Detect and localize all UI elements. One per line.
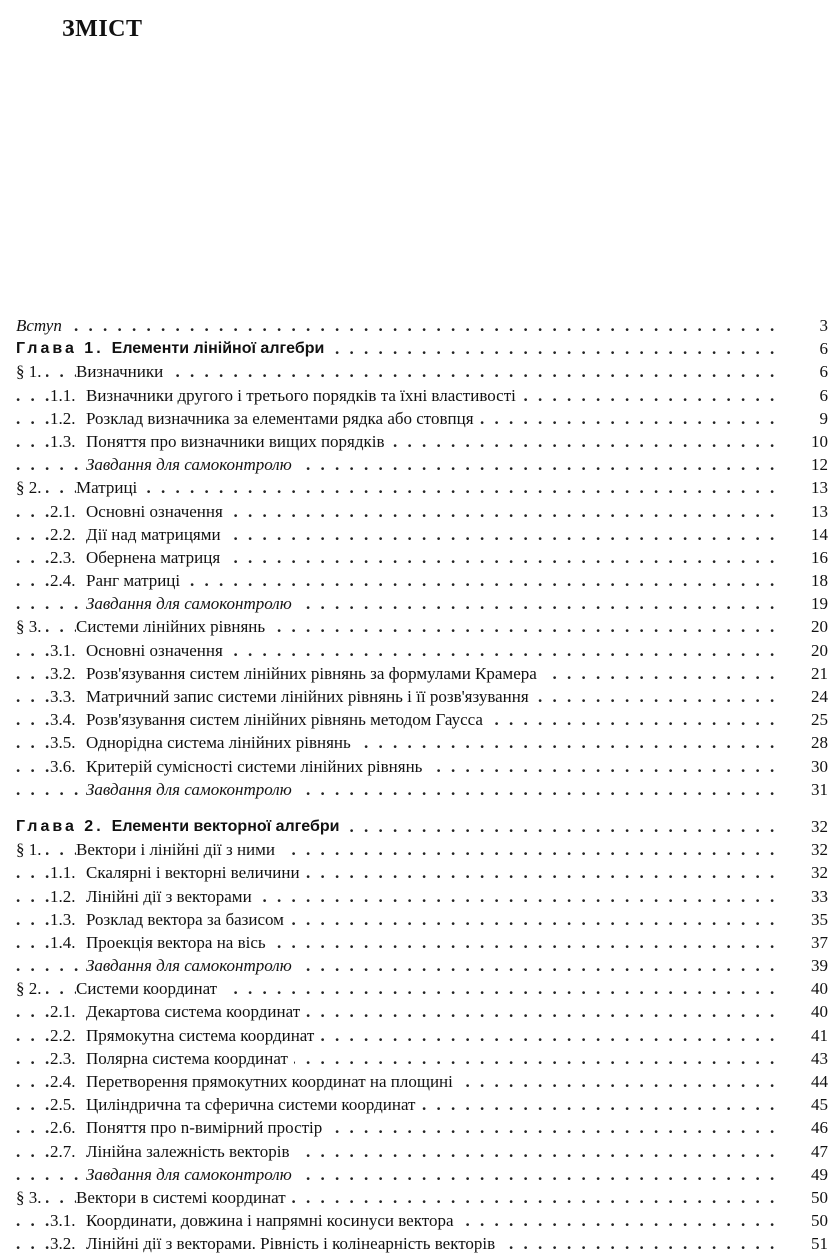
toc-entry-number: 3.3.	[50, 685, 80, 708]
toc-entry	[16, 1116, 828, 1139]
toc-entry-number: § 3.	[16, 1186, 46, 1209]
toc-entry-page: 3	[782, 314, 828, 337]
toc-entry-page: 45	[782, 1093, 828, 1116]
toc-entry	[16, 1186, 828, 1209]
toc-entry-number: 2.7.	[50, 1140, 80, 1163]
toc-entry	[16, 908, 828, 931]
toc-entry-title: Лінійні дії з векторами	[86, 885, 258, 908]
toc-entry-number: 2.6.	[50, 1116, 80, 1139]
toc-entry	[16, 755, 828, 778]
toc-entry-number: § 1.	[16, 360, 46, 383]
toc-entry-title: Координати, довжина і напрямні косинуси вектора	[86, 1209, 460, 1232]
toc-entry	[16, 569, 828, 592]
toc-entry-page: 51	[782, 1232, 828, 1255]
toc-entry	[16, 708, 828, 731]
toc-entry-number: 2.2.	[50, 1024, 80, 1047]
toc-entry-page: 13	[782, 476, 828, 499]
toc-entry-title: Матриці	[76, 476, 143, 499]
toc-entry	[16, 592, 828, 615]
toc-entry-page: 40	[782, 1000, 828, 1023]
toc-entry-page: 30	[782, 755, 828, 778]
toc-entry-title: Перетворення прямокутних координат на площині	[86, 1070, 459, 1093]
toc-entry	[16, 1024, 828, 1047]
toc-entry-title: Циліндрична та сферична системи координат	[86, 1093, 421, 1116]
toc-entry	[16, 337, 828, 360]
toc-entry	[16, 1093, 828, 1116]
toc-entry-title: Вектори в системі координат	[76, 1186, 292, 1209]
toc-entry-title: Лінійна залежність векторів	[86, 1140, 296, 1163]
toc-entry-number: 2.3.	[50, 1047, 80, 1070]
toc-entry-page: 32	[782, 838, 828, 861]
toc-entry	[16, 815, 828, 838]
toc-entry-page: 9	[782, 407, 828, 430]
toc-entry-page: 47	[782, 1140, 828, 1163]
toc-entry-number: 1.2.	[50, 885, 80, 908]
toc-entry-page: 33	[782, 885, 828, 908]
toc-entry-title: Ранг матриці	[86, 569, 186, 592]
toc-entry-number: 1.3.	[50, 908, 80, 931]
toc-entry-title: Завдання для самоконтролю	[86, 592, 298, 615]
toc-entry-number: § 2.	[16, 977, 46, 1000]
toc-entry-title: Елементи лінійної алгебри	[112, 337, 331, 360]
toc-entry-title: Поняття про визначники вищих порядків	[86, 430, 391, 453]
toc-entry-title: Визначники	[76, 360, 169, 383]
toc-entry-title: Основні означення	[86, 500, 229, 523]
toc-entry-page: 6	[782, 360, 828, 383]
toc-entry-page: 21	[782, 662, 828, 685]
toc-entry-title: Поняття про n-вимірний простір	[86, 1116, 328, 1139]
toc-entry	[16, 523, 828, 546]
toc-entry-number: 1.4.	[50, 931, 80, 954]
toc-entry	[16, 384, 828, 407]
toc-entry-number: 3.2.	[50, 662, 80, 685]
toc-entry-title: Елементи векторної алгебри	[112, 815, 346, 838]
toc-entry-title: Основні означення	[86, 639, 229, 662]
toc-entry-title: Скалярні і векторні величини	[86, 861, 306, 884]
toc-entry-number: 3.6.	[50, 755, 80, 778]
toc-entry	[16, 615, 828, 638]
toc-entry-title: Розв'язування систем лінійних рівнянь методом Гаусса	[86, 708, 489, 731]
toc-entry-title: Прямокутна система координат	[86, 1024, 320, 1047]
toc-entry	[16, 430, 828, 453]
toc-entry-title: Розв'язування систем лінійних рівнянь за формулами Крамера	[86, 662, 543, 685]
toc-entry-title: Системи координат	[76, 977, 223, 1000]
toc-entry-title: Завдання для самоконтролю	[86, 778, 298, 801]
toc-entry-page: 35	[782, 908, 828, 931]
toc-entry	[16, 500, 828, 523]
toc-entry-title: Лінійні дії з векторами. Рівність і колінеарність векторів	[86, 1232, 501, 1255]
toc-entry-number: 2.4.	[50, 569, 80, 592]
page-title: ЗМІСТ	[62, 16, 143, 42]
toc-entry-page: 10	[782, 430, 828, 453]
toc-entry-title: Вступ	[16, 314, 68, 337]
toc-entry-number: 3.5.	[50, 731, 80, 754]
toc-entry-page: 49	[782, 1163, 828, 1186]
toc-entry-title: Матричний запис системи лінійних рівнянь і її розв'язування	[86, 685, 535, 708]
toc-entry-page: 24	[782, 685, 828, 708]
toc-entry-title: Завдання для самоконтролю	[86, 453, 298, 476]
toc-entry-number: 2.4.	[50, 1070, 80, 1093]
toc-entry	[16, 1232, 828, 1255]
toc-entry	[16, 838, 828, 861]
toc-entry-title: Критерій сумісності системи лінійних рівнянь	[86, 755, 428, 778]
toc-entry-number: 2.5.	[50, 1093, 80, 1116]
toc-entry-number: 1.2.	[50, 407, 80, 430]
toc-entry-title: Розклад визначника за елементами рядка або стовпця	[86, 407, 480, 430]
toc-entry-number: Глава 1.	[16, 337, 110, 360]
table-of-contents	[16, 314, 828, 1256]
toc-entry	[16, 546, 828, 569]
toc-entry	[16, 1000, 828, 1023]
toc-entry-page: 19	[782, 592, 828, 615]
toc-entry-number: 3.4.	[50, 708, 80, 731]
toc-entry-page: 20	[782, 615, 828, 638]
toc-entry	[16, 662, 828, 685]
toc-entry-page: 44	[782, 1070, 828, 1093]
toc-entry	[16, 977, 828, 1000]
toc-entry-title: Системи лінійних рівнянь	[76, 615, 271, 638]
toc-entry-page: 43	[782, 1047, 828, 1070]
toc-entry-page: 14	[782, 523, 828, 546]
toc-entry-number: 3.2.	[50, 1232, 80, 1255]
toc-entry	[16, 685, 828, 708]
toc-entry	[16, 639, 828, 662]
toc-entry-title: Вектори і лінійні дії з ними	[76, 838, 281, 861]
toc-entry	[16, 931, 828, 954]
toc-entry-title: Однорідна система лінійних рівнянь	[86, 731, 357, 754]
toc-entry-page: 16	[782, 546, 828, 569]
toc-entry-number: 2.2.	[50, 523, 80, 546]
toc-entry-page: 40	[782, 977, 828, 1000]
toc-entry-page: 37	[782, 931, 828, 954]
toc-entry	[16, 1209, 828, 1232]
toc-entry-number: 1.3.	[50, 430, 80, 453]
toc-entry-title: Полярна система координат	[86, 1047, 294, 1070]
toc-entry	[16, 954, 828, 977]
toc-entry-page: 46	[782, 1116, 828, 1139]
toc-entry-page: 50	[782, 1186, 828, 1209]
toc-entry	[16, 778, 828, 801]
toc-entry-page: 39	[782, 954, 828, 977]
toc-entry	[16, 1047, 828, 1070]
toc-entry	[16, 314, 828, 337]
toc-entry	[16, 861, 828, 884]
toc-entry-title: Завдання для самоконтролю	[86, 954, 298, 977]
toc-entry	[16, 360, 828, 383]
toc-entry-page: 28	[782, 731, 828, 754]
toc-entry-number: § 3.	[16, 615, 46, 638]
toc-entry-page: 41	[782, 1024, 828, 1047]
toc-entry-number: 1.1.	[50, 861, 80, 884]
toc-entry-number: 3.1.	[50, 1209, 80, 1232]
toc-entry-number: § 1.	[16, 838, 46, 861]
toc-entry-title: Визначники другого і третього порядків та їхні властивості	[86, 384, 522, 407]
toc-entry-page: 6	[782, 337, 828, 360]
toc-entry-number: 1.1.	[50, 384, 80, 407]
toc-entry-title: Дії над матрицями	[86, 523, 227, 546]
toc-entry	[16, 1140, 828, 1163]
toc-entry-number: 2.1.	[50, 500, 80, 523]
toc-entry-page: 12	[782, 453, 828, 476]
toc-entry-number: 3.1.	[50, 639, 80, 662]
toc-entry-title: Проекція вектора на вісь	[86, 931, 272, 954]
toc-entry	[16, 407, 828, 430]
toc-entry-number: 2.3.	[50, 546, 80, 569]
toc-entry	[16, 731, 828, 754]
dot-leader	[16, 314, 828, 337]
toc-entry-page: 20	[782, 639, 828, 662]
toc-entry	[16, 885, 828, 908]
toc-entry-number: Глава 2.	[16, 815, 110, 838]
toc-entry	[16, 453, 828, 476]
toc-entry-page: 32	[782, 861, 828, 884]
toc-entry-page: 31	[782, 778, 828, 801]
toc-entry-page: 50	[782, 1209, 828, 1232]
toc-entry-title: Розклад вектора за базисом	[86, 908, 290, 931]
toc-entry-page: 18	[782, 569, 828, 592]
toc-entry-page: 25	[782, 708, 828, 731]
toc-entry-title: Обернена матриця	[86, 546, 226, 569]
toc-entry-number: § 2.	[16, 476, 46, 499]
toc-entry-title: Завдання для самоконтролю	[86, 1163, 298, 1186]
toc-entry-title: Декартова система координат	[86, 1000, 306, 1023]
toc-entry	[16, 1163, 828, 1186]
toc-entry-page: 6	[782, 384, 828, 407]
toc-entry	[16, 476, 828, 499]
toc-entry-number: 2.1.	[50, 1000, 80, 1023]
toc-entry-page: 32	[782, 815, 828, 838]
toc-entry-page: 13	[782, 500, 828, 523]
toc-entry	[16, 1070, 828, 1093]
